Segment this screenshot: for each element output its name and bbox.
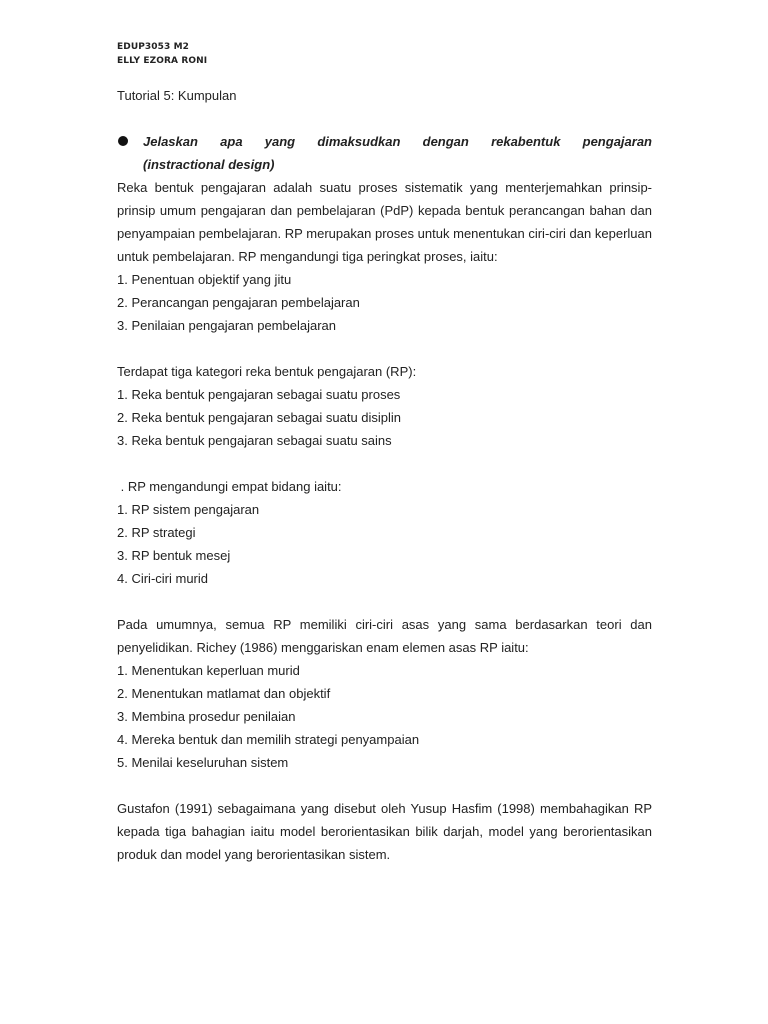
- list-item: 3. RP bentuk mesej: [117, 548, 231, 563]
- paragraph-spacer: [117, 452, 652, 475]
- list-item: 1. Reka bentuk pengajaran sebagai suatu proses: [117, 387, 401, 402]
- elements-paragraph: Pada umumnya, semua RP memiliki ciri-ciri asas yang sama berdasarkan teori dan penyelidikan. Richey (1986) menggariskan enam elemen asas RP iaitu:: [117, 617, 652, 655]
- bullet-icon: [118, 136, 128, 146]
- list-item: 3. Reka bentuk pengajaran sebagai suatu sains: [117, 433, 392, 448]
- closing-paragraph: Gustafon (1991) sebagaimana yang disebut oleh Yusup Hasfim (1998) membahagikan RP kepada tiga bahagian iaitu model berorientasikan bilik darjah, model yang berorientasikan produk dan model yang berorientasikan sistem.: [117, 801, 652, 862]
- document-page: [117, 40, 652, 866]
- list-item: 2. RP strategi: [117, 525, 196, 540]
- list-item: 3. Membina prosedur penilaian: [117, 709, 296, 724]
- fields-heading: . RP mengandungi empat bidang iaitu:: [117, 479, 342, 494]
- list-item: 4. Mereka bentuk dan memilih strategi penyampaian: [117, 732, 420, 747]
- list-item: 2. Perancangan pengajaran pembelajaran: [117, 295, 360, 310]
- tutorial-title: Tutorial 5: Kumpulan: [117, 88, 237, 103]
- list-item: 1. RP sistem pengajaran: [117, 502, 260, 517]
- intro-paragraph: Reka bentuk pengajaran adalah suatu proses sistematik yang menterjemahkan prinsip-prinsip umum pengajaran dan pembelajaran (PdP) kepada bentuk perancangan bahan dan penyampaian pembelajaran. RP merupakan proses untuk menentukan ciri-ciri dan keperluan untuk pembelajaran. RP mengandungi tiga peringkat proses, iaitu:: [117, 180, 652, 264]
- question-text: Jelaskan apa yang dimaksudkan dengan rekabentuk pengajaran: [143, 134, 652, 149]
- document-body: [117, 176, 652, 866]
- question-item: [117, 130, 652, 176]
- list-item: 4. Ciri-ciri murid: [117, 571, 208, 586]
- categories-heading: Terdapat tiga kategori reka bentuk pengajaran (RP):: [117, 364, 417, 379]
- list-item: 2. Reka bentuk pengajaran sebagai suatu disiplin: [117, 410, 402, 425]
- paragraph-spacer: [117, 774, 652, 797]
- question-subtext: (instractional design): [143, 157, 275, 172]
- list-item: 5. Menilai keseluruhan sistem: [117, 755, 289, 770]
- paragraph-spacer: [117, 337, 652, 360]
- author-name: ELLY EZORA RONI: [117, 56, 208, 66]
- list-item: 2. Menentukan matlamat dan objektif: [117, 686, 331, 701]
- list-item: 3. Penilaian pengajaran pembelajaran: [117, 318, 336, 333]
- paragraph-spacer: [117, 590, 652, 613]
- list-item: 1. Penentuan objektif yang jitu: [117, 272, 292, 287]
- course-code: EDUP3053 M2: [117, 42, 190, 52]
- list-item: 1. Menentukan keperluan murid: [117, 663, 300, 678]
